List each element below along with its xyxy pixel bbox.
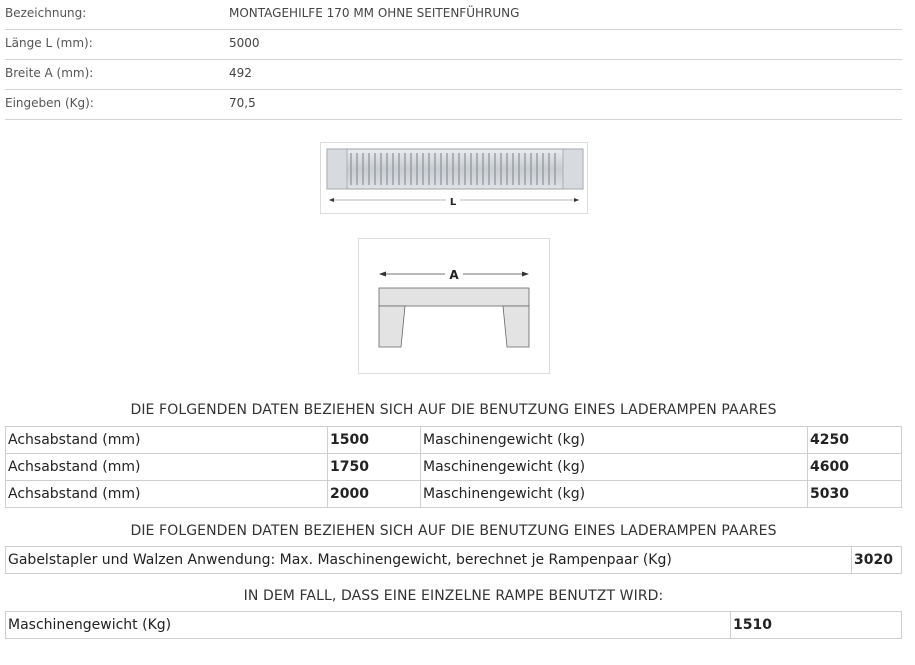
table-cell-value: 5030 xyxy=(808,481,902,508)
section-heading-forklift: DIE FOLGENDEN DATEN BEZIEHEN SICH AUF DIE BENUTZUNG EINES LADERAMPEN PAARES xyxy=(130,523,777,539)
table-cell-label: Achsabstand (mm) xyxy=(6,481,328,508)
table-row xyxy=(6,427,902,454)
arrow-left-icon xyxy=(379,272,386,277)
length-letter: L xyxy=(449,197,457,208)
width-letter: A xyxy=(449,268,459,282)
table-cell-value: 4600 xyxy=(808,454,902,481)
spec-value: 492 xyxy=(229,66,252,80)
single-ramp-table xyxy=(5,611,902,639)
table-cell-label: Maschinengewicht (kg) xyxy=(421,481,808,508)
spec-value: 5000 xyxy=(229,36,260,50)
wheelbase-table xyxy=(5,426,902,508)
spec-label: Bezeichnung: xyxy=(5,6,87,20)
table-cell-value: 1500 xyxy=(328,427,421,454)
arrow-right-icon xyxy=(522,272,529,277)
table-cell-label: Achsabstand (mm) xyxy=(6,454,328,481)
spec-value: 70,5 xyxy=(229,96,256,110)
table-cell-value: 1750 xyxy=(328,454,421,481)
spec-row-breite xyxy=(5,60,902,90)
table-row xyxy=(6,481,902,508)
ramp-width-image xyxy=(358,238,550,374)
spec-row-gewicht xyxy=(5,90,902,120)
table-cell-label: Maschinengewicht (Kg) xyxy=(6,612,731,639)
table-cell-value: 2000 xyxy=(328,481,421,508)
spec-label: Länge L (mm): xyxy=(5,36,93,50)
spec-label: Breite A (mm): xyxy=(5,66,94,80)
table-cell-label: Maschinengewicht (kg) xyxy=(421,427,808,454)
forklift-table xyxy=(5,546,902,574)
table-row xyxy=(6,454,902,481)
table-cell-label: Achsabstand (mm) xyxy=(6,427,328,454)
section-heading-single: IN DEM FALL, DASS EINE EINZELNE RAMPE BENUTZT WIRD: xyxy=(243,588,664,604)
arrow-right-icon xyxy=(574,198,579,202)
table-cell-value: 3020 xyxy=(852,547,902,574)
table-cell-label: Maschinengewicht (kg) xyxy=(421,454,808,481)
spec-row-laenge xyxy=(5,30,902,60)
section-heading-pair: DIE FOLGENDEN DATEN BEZIEHEN SICH AUF DIE BENUTZUNG EINES LADERAMPEN PAARES xyxy=(130,402,777,418)
table-cell-value: 1510 xyxy=(731,612,902,639)
arrow-left-icon xyxy=(329,198,334,202)
table-row xyxy=(6,612,902,639)
spec-label: Eingeben (Kg): xyxy=(5,96,94,110)
table-cell-value: 4250 xyxy=(808,427,902,454)
ramp-length-image xyxy=(320,142,588,214)
spec-value: MONTAGEHILFE 170 MM OHNE SEITENFÜHRUNG xyxy=(229,6,520,20)
spec-row-bezeichnung xyxy=(5,0,902,30)
ramp-cross-section-drawing xyxy=(359,239,549,373)
table-cell-label: Gabelstapler und Walzen Anwendung: Max. Maschinengewicht, berechnet je Rampenpaar (Kg) xyxy=(6,547,852,574)
ramp-top-view-drawing xyxy=(321,143,587,213)
spec-list xyxy=(5,0,902,120)
table-row xyxy=(6,547,902,574)
